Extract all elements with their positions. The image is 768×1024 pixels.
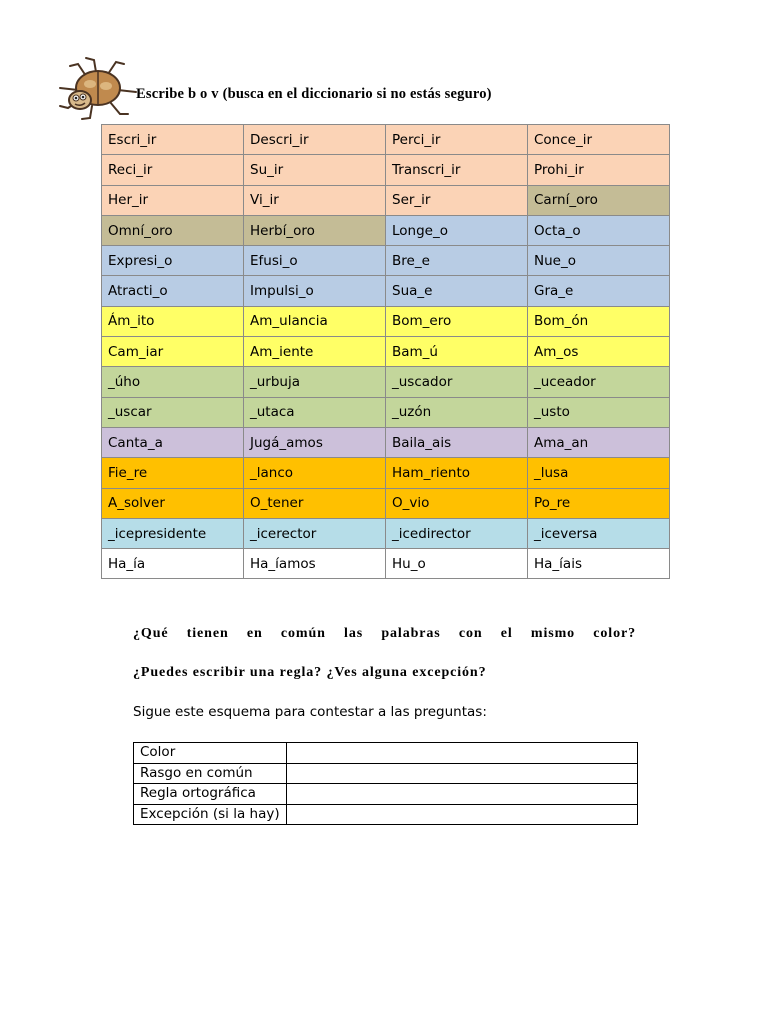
scheme-answer-cell[interactable]	[287, 804, 638, 825]
word-cell[interactable]: O_vio	[386, 488, 528, 518]
word-cell[interactable]: Perci_ir	[386, 125, 528, 155]
word-cell[interactable]: Carní_oro	[528, 185, 670, 215]
word-cell[interactable]: _icedirector	[386, 518, 528, 548]
word-cell[interactable]: Su_ir	[244, 155, 386, 185]
word-cell[interactable]: _lusa	[528, 458, 670, 488]
word-cell[interactable]: Nue_o	[528, 246, 670, 276]
word-cell[interactable]: Am_iente	[244, 337, 386, 367]
word-cell[interactable]: _lanco	[244, 458, 386, 488]
word-cell[interactable]: Transcri_ir	[386, 155, 528, 185]
table-row	[102, 215, 670, 245]
question-rule: ¿Puedes escribir una regla? ¿Ves alguna excepción?	[133, 665, 487, 680]
word-cell[interactable]: Impulsi_o	[244, 276, 386, 306]
word-cell[interactable]: Jugá_amos	[244, 427, 386, 457]
word-cell[interactable]: Fie_re	[102, 458, 244, 488]
word-cell[interactable]: Ama_an	[528, 427, 670, 457]
worksheet-title: Escribe b o v (busca en el diccionario si no estás seguro)	[136, 86, 492, 102]
table-row	[102, 155, 670, 185]
word-cell[interactable]: Ham_riento	[386, 458, 528, 488]
word-cell[interactable]: Ha_ía	[102, 549, 244, 579]
scheme-answer-cell[interactable]	[287, 743, 638, 764]
word-cell[interactable]: Conce_ir	[528, 125, 670, 155]
word-cell[interactable]: _úho	[102, 367, 244, 397]
table-row	[102, 488, 670, 518]
scheme-label: Rasgo en común	[134, 763, 287, 784]
word-cell[interactable]: Atracti_o	[102, 276, 244, 306]
word-cell[interactable]: Expresi_o	[102, 246, 244, 276]
word-cell[interactable]: Reci_ir	[102, 155, 244, 185]
word-cell[interactable]: Canta_a	[102, 427, 244, 457]
word-cell[interactable]: O_tener	[244, 488, 386, 518]
word-cell[interactable]: Gra_e	[528, 276, 670, 306]
word-cell[interactable]: _urbuja	[244, 367, 386, 397]
word-cell[interactable]: Baila_ais	[386, 427, 528, 457]
word-cell[interactable]: Bom_ero	[386, 306, 528, 336]
table-row	[102, 367, 670, 397]
word-cell[interactable]: Efusi_o	[244, 246, 386, 276]
word-cell[interactable]: Ha_íais	[528, 549, 670, 579]
table-row	[102, 549, 670, 579]
table-row	[102, 458, 670, 488]
table-row	[134, 784, 638, 805]
table-row	[102, 185, 670, 215]
word-cell[interactable]: Herbí_oro	[244, 215, 386, 245]
word-cell[interactable]: Her_ir	[102, 185, 244, 215]
word-cell[interactable]: _uscador	[386, 367, 528, 397]
word-cell[interactable]: _usto	[528, 397, 670, 427]
scheme-answer-cell[interactable]	[287, 763, 638, 784]
word-cell[interactable]: Am_ulancia	[244, 306, 386, 336]
scheme-label: Color	[134, 743, 287, 764]
question-common-trait: ¿Qué tienen en común las palabras con el mismo color?	[133, 626, 636, 641]
word-cell[interactable]: _iceversa	[528, 518, 670, 548]
word-cell[interactable]: Longe_o	[386, 215, 528, 245]
word-cell[interactable]: Bom_ón	[528, 306, 670, 336]
word-cell[interactable]: _uceador	[528, 367, 670, 397]
scheme-label: Regla ortográfica	[134, 784, 287, 805]
answer-scheme-table	[133, 742, 638, 825]
word-cell[interactable]: Ám_ito	[102, 306, 244, 336]
word-cell[interactable]: Prohi_ir	[528, 155, 670, 185]
table-row	[134, 804, 638, 825]
table-row	[134, 743, 638, 764]
word-cell[interactable]: Po_re	[528, 488, 670, 518]
table-row	[134, 763, 638, 784]
word-cell[interactable]: Omní_oro	[102, 215, 244, 245]
word-cell[interactable]: _utaca	[244, 397, 386, 427]
word-table	[101, 124, 670, 579]
scheme-answer-cell[interactable]	[287, 784, 638, 805]
table-row	[102, 125, 670, 155]
word-cell[interactable]: Hu_o	[386, 549, 528, 579]
beetle-illustration	[56, 56, 140, 120]
table-row	[102, 276, 670, 306]
word-cell[interactable]: Am_os	[528, 337, 670, 367]
word-cell[interactable]: Ha_íamos	[244, 549, 386, 579]
word-cell[interactable]: _uscar	[102, 397, 244, 427]
word-cell[interactable]: Descri_ir	[244, 125, 386, 155]
word-cell[interactable]: _icepresidente	[102, 518, 244, 548]
word-cell[interactable]: Sua_e	[386, 276, 528, 306]
table-row	[102, 306, 670, 336]
table-row	[102, 518, 670, 548]
table-row	[102, 427, 670, 457]
word-cell[interactable]: A_solver	[102, 488, 244, 518]
word-cell[interactable]: _icerector	[244, 518, 386, 548]
word-cell[interactable]: Vi_ir	[244, 185, 386, 215]
word-cell[interactable]: Escri_ir	[102, 125, 244, 155]
scheme-label: Excepción (si la hay)	[134, 804, 287, 825]
word-cell[interactable]: Cam_iar	[102, 337, 244, 367]
table-row	[102, 337, 670, 367]
word-cell[interactable]: Ser_ir	[386, 185, 528, 215]
word-cell[interactable]: Bre_e	[386, 246, 528, 276]
instructions-text: Sigue este esquema para contestar a las preguntas:	[133, 704, 487, 720]
word-cell[interactable]: Octa_o	[528, 215, 670, 245]
table-row	[102, 246, 670, 276]
word-cell[interactable]: Bam_ú	[386, 337, 528, 367]
word-cell[interactable]: _uzón	[386, 397, 528, 427]
table-row	[102, 397, 670, 427]
